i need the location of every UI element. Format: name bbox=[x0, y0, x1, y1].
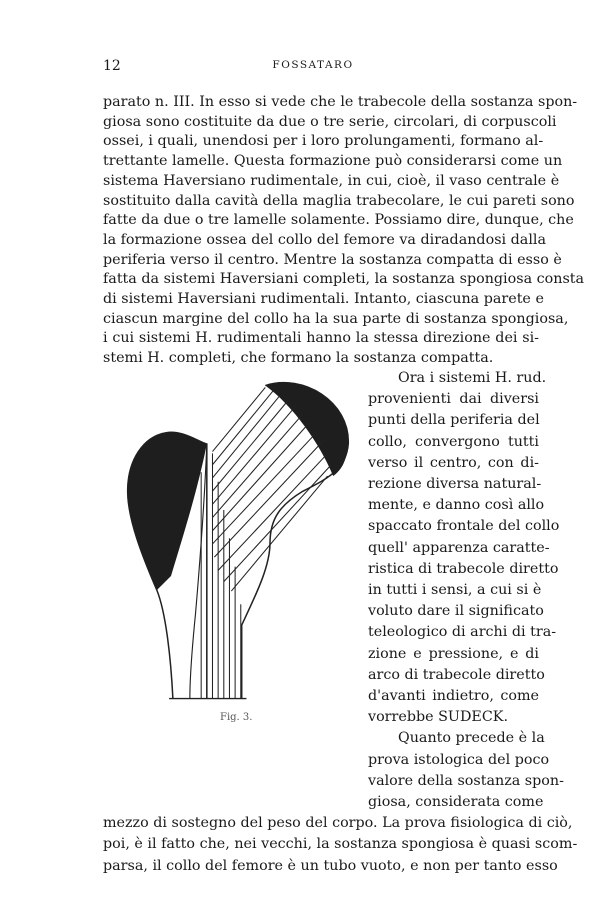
side-line: Quanto precede è la bbox=[398, 730, 545, 747]
body-line: giosa sono costituite da due o tre serie, circolari, di corpuscoli bbox=[103, 113, 557, 130]
side-line: provenienti dai diversi bbox=[368, 391, 539, 408]
side-line: zione e pressione, e di bbox=[368, 645, 539, 662]
body-line: ciascun margine del collo ha la sua parte di sostanza spongiosa, bbox=[103, 310, 569, 327]
side-line: rezione diversa natural- bbox=[368, 476, 542, 492]
side-line: in tutti i sensi, a cui si è bbox=[368, 582, 542, 598]
side-line: teleologico di archi di tra- bbox=[368, 624, 557, 641]
side-line: mente, e danno così allo bbox=[368, 497, 545, 514]
side-line: collo, convergono tutti bbox=[368, 433, 539, 450]
body-line: mezzo di sostegno del peso del corpo. La prova fisiologica di ciò, bbox=[103, 815, 573, 832]
body-line: fatta da sistemi Haversiani completi, la sostanza spongiosa consta bbox=[103, 271, 585, 288]
side-line: spaccato frontale del collo bbox=[368, 518, 560, 535]
body-line: trettante lamelle. Questa formazione può considerarsi come un bbox=[103, 153, 563, 170]
body-line: i cui sistemi H. rudimentali hanno la stessa direzione dei si- bbox=[103, 330, 539, 347]
side-line: d'avanti indietro, come bbox=[368, 688, 539, 704]
side-line: punti della periferia del bbox=[368, 412, 540, 429]
page-header bbox=[103, 58, 523, 76]
body-line: periferia verso il centro. Mentre la sostanza compatta di esso è bbox=[103, 251, 562, 268]
side-line: voluto dare il significato bbox=[368, 603, 544, 620]
body-line: di sistemi Haversiani rudimentali. Intanto, ciascuna parete e bbox=[103, 291, 544, 307]
body-line: parato n. III. In esso si vede che le trabecole della sostanza spon- bbox=[103, 94, 578, 110]
figure-caption: Fig. 3. bbox=[220, 712, 253, 723]
side-line: giosa, considerata come bbox=[368, 794, 544, 810]
side-line: ristica di trabecole diretto bbox=[368, 560, 559, 577]
side-line: valore della sostanza spon- bbox=[368, 772, 564, 789]
page-number: 12 bbox=[103, 58, 121, 74]
side-line: Ora i sistemi H. rud. bbox=[398, 370, 547, 386]
body-line: ossei, i quali, unendosi per i loro prolungamenti, formano al- bbox=[103, 133, 544, 150]
body-line: la formazione ossea del collo del femore va diradandosi dalla bbox=[103, 231, 546, 248]
body-line: poi, è il fatto che, nei vecchi, la sostanza spongiosa è quasi scom- bbox=[103, 836, 578, 853]
body-line: sistema Haversiano rudimentale, in cui, cioè, il vaso centrale è bbox=[103, 172, 560, 189]
body-line: fatte da due o tre lamelle solamente. Possiamo dire, dunque, che bbox=[103, 212, 574, 229]
side-line: arco di trabecole diretto bbox=[368, 666, 545, 683]
side-line: prova istologica del poco bbox=[368, 751, 550, 768]
femur-section-figure bbox=[107, 378, 367, 708]
body-line: parsa, il collo del femore è un tubo vuoto, e non per tanto esso bbox=[103, 857, 558, 874]
side-line: quell' apparenza caratte- bbox=[368, 539, 550, 556]
side-line: verso il centro, con di- bbox=[368, 454, 539, 471]
body-line: sostituito dalla cavità della maglia trabecolare, le cui pareti sono bbox=[103, 192, 575, 209]
running-head: FOSSATARO bbox=[272, 59, 354, 71]
body-line: stemi H. completi, che formano la sostanza compatta. bbox=[103, 350, 494, 367]
side-line: vorrebbe SUDECK. bbox=[368, 709, 509, 726]
